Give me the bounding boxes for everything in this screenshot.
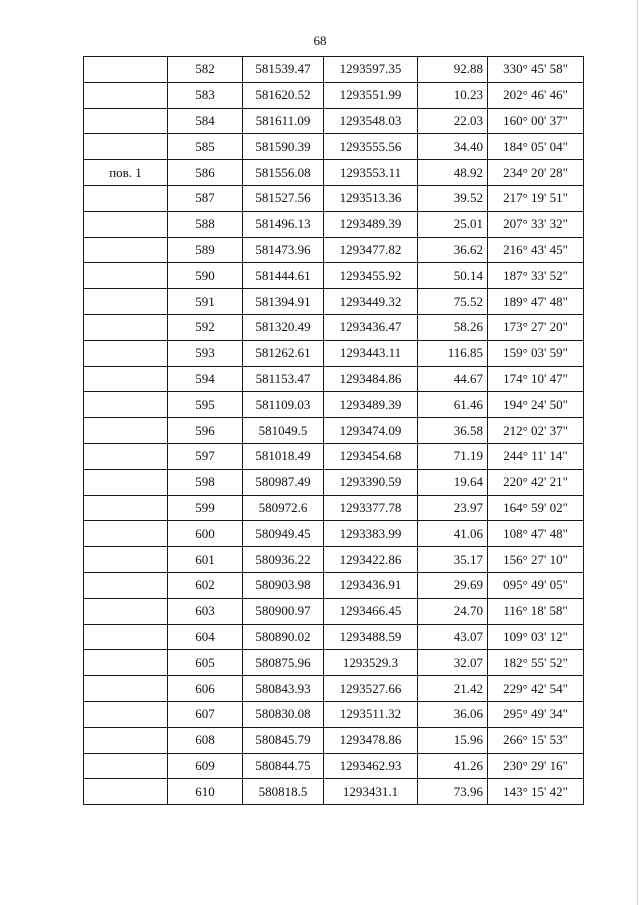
bearing-cell: 173° 27' 20" bbox=[488, 314, 584, 340]
distance-cell: 32.07 bbox=[418, 650, 488, 676]
bearing-cell: 189° 47' 48" bbox=[488, 289, 584, 315]
point-number-cell: 595 bbox=[168, 392, 243, 418]
y-coordinate-cell: 1293555.56 bbox=[324, 134, 418, 160]
x-coordinate-cell: 581527.56 bbox=[243, 185, 324, 211]
table-row bbox=[84, 392, 584, 418]
point-number-cell: 589 bbox=[168, 237, 243, 263]
y-coordinate-cell: 1293597.35 bbox=[324, 57, 418, 83]
point-group-cell bbox=[84, 469, 168, 495]
point-number-cell: 603 bbox=[168, 598, 243, 624]
x-coordinate-cell: 580830.08 bbox=[243, 701, 324, 727]
bearing-cell: 230° 29' 16" bbox=[488, 753, 584, 779]
y-coordinate-cell: 1293443.11 bbox=[324, 340, 418, 366]
distance-cell: 41.26 bbox=[418, 753, 488, 779]
x-coordinate-cell: 581444.61 bbox=[243, 263, 324, 289]
point-group-cell bbox=[84, 340, 168, 366]
x-coordinate-cell: 581539.47 bbox=[243, 57, 324, 83]
point-group-cell bbox=[84, 392, 168, 418]
bearing-cell: 194° 24' 50" bbox=[488, 392, 584, 418]
distance-cell: 34.40 bbox=[418, 134, 488, 160]
distance-cell: 43.07 bbox=[418, 624, 488, 650]
x-coordinate-cell: 581556.08 bbox=[243, 160, 324, 186]
bearing-cell: 207° 33' 32" bbox=[488, 211, 584, 237]
point-number-cell: 588 bbox=[168, 211, 243, 237]
point-group-cell bbox=[84, 366, 168, 392]
point-group-cell: пов. 1 bbox=[84, 160, 168, 186]
distance-cell: 23.97 bbox=[418, 495, 488, 521]
x-coordinate-cell: 581620.52 bbox=[243, 82, 324, 108]
point-number-cell: 597 bbox=[168, 443, 243, 469]
point-number-cell: 582 bbox=[168, 57, 243, 83]
x-coordinate-cell: 580843.93 bbox=[243, 676, 324, 702]
bearing-cell: 095° 49' 05" bbox=[488, 572, 584, 598]
distance-cell: 21.42 bbox=[418, 676, 488, 702]
table-row bbox=[84, 701, 584, 727]
y-coordinate-cell: 1293489.39 bbox=[324, 211, 418, 237]
bearing-cell: 156° 27' 10" bbox=[488, 547, 584, 573]
table-row bbox=[84, 340, 584, 366]
x-coordinate-cell: 580972.6 bbox=[243, 495, 324, 521]
table-row bbox=[84, 469, 584, 495]
point-group-cell bbox=[84, 443, 168, 469]
x-coordinate-cell: 580900.97 bbox=[243, 598, 324, 624]
x-coordinate-cell: 580987.49 bbox=[243, 469, 324, 495]
table-row bbox=[84, 237, 584, 263]
distance-cell: 41.06 bbox=[418, 521, 488, 547]
point-number-cell: 587 bbox=[168, 185, 243, 211]
table-row bbox=[84, 160, 584, 186]
table-row bbox=[84, 650, 584, 676]
point-group-cell bbox=[84, 418, 168, 444]
y-coordinate-cell: 1293390.59 bbox=[324, 469, 418, 495]
distance-cell: 39.52 bbox=[418, 185, 488, 211]
table-row bbox=[84, 57, 584, 83]
table-row bbox=[84, 521, 584, 547]
distance-cell: 50.14 bbox=[418, 263, 488, 289]
point-number-cell: 584 bbox=[168, 108, 243, 134]
bearing-cell: 116° 18' 58" bbox=[488, 598, 584, 624]
bearing-cell: 229° 42' 54" bbox=[488, 676, 584, 702]
point-group-cell bbox=[84, 211, 168, 237]
x-coordinate-cell: 581320.49 bbox=[243, 314, 324, 340]
point-number-cell: 594 bbox=[168, 366, 243, 392]
y-coordinate-cell: 1293462.93 bbox=[324, 753, 418, 779]
y-coordinate-cell: 1293377.78 bbox=[324, 495, 418, 521]
x-coordinate-cell: 581018.49 bbox=[243, 443, 324, 469]
point-group-cell bbox=[84, 701, 168, 727]
bearing-cell: 212° 02' 37" bbox=[488, 418, 584, 444]
bearing-cell: 108° 47' 48" bbox=[488, 521, 584, 547]
y-coordinate-cell: 1293529.3 bbox=[324, 650, 418, 676]
y-coordinate-cell: 1293488.59 bbox=[324, 624, 418, 650]
table-row bbox=[84, 366, 584, 392]
bearing-cell: 234° 20' 28" bbox=[488, 160, 584, 186]
table-row bbox=[84, 727, 584, 753]
table-row bbox=[84, 82, 584, 108]
bearing-cell: 216° 43' 45" bbox=[488, 237, 584, 263]
x-coordinate-cell: 580844.75 bbox=[243, 753, 324, 779]
point-group-cell bbox=[84, 572, 168, 598]
y-coordinate-cell: 1293511.32 bbox=[324, 701, 418, 727]
y-coordinate-cell: 1293454.68 bbox=[324, 443, 418, 469]
point-number-cell: 604 bbox=[168, 624, 243, 650]
bearing-cell: 160° 00' 37" bbox=[488, 108, 584, 134]
x-coordinate-cell: 581049.5 bbox=[243, 418, 324, 444]
distance-cell: 22.03 bbox=[418, 108, 488, 134]
y-coordinate-cell: 1293383.99 bbox=[324, 521, 418, 547]
y-coordinate-cell: 1293513.36 bbox=[324, 185, 418, 211]
x-coordinate-cell: 580818.5 bbox=[243, 779, 324, 805]
table-row bbox=[84, 418, 584, 444]
point-group-cell bbox=[84, 134, 168, 160]
table-row bbox=[84, 443, 584, 469]
point-group-cell bbox=[84, 676, 168, 702]
y-coordinate-cell: 1293449.32 bbox=[324, 289, 418, 315]
point-group-cell bbox=[84, 495, 168, 521]
table-row bbox=[84, 624, 584, 650]
bearing-cell: 182° 55' 52" bbox=[488, 650, 584, 676]
table-row bbox=[84, 185, 584, 211]
point-number-cell: 607 bbox=[168, 701, 243, 727]
x-coordinate-cell: 581153.47 bbox=[243, 366, 324, 392]
bearing-cell: 184° 05' 04" bbox=[488, 134, 584, 160]
y-coordinate-cell: 1293553.11 bbox=[324, 160, 418, 186]
point-group-cell bbox=[84, 289, 168, 315]
point-group-cell bbox=[84, 82, 168, 108]
point-number-cell: 601 bbox=[168, 547, 243, 573]
distance-cell: 25.01 bbox=[418, 211, 488, 237]
point-group-cell bbox=[84, 263, 168, 289]
point-group-cell bbox=[84, 624, 168, 650]
distance-cell: 24.70 bbox=[418, 598, 488, 624]
point-number-cell: 590 bbox=[168, 263, 243, 289]
x-coordinate-cell: 580903.98 bbox=[243, 572, 324, 598]
y-coordinate-cell: 1293455.92 bbox=[324, 263, 418, 289]
table-row bbox=[84, 547, 584, 573]
table-row bbox=[84, 314, 584, 340]
point-group-cell bbox=[84, 650, 168, 676]
distance-cell: 44.67 bbox=[418, 366, 488, 392]
x-coordinate-cell: 580936.22 bbox=[243, 547, 324, 573]
point-group-cell bbox=[84, 727, 168, 753]
bearing-cell: 174° 10' 47" bbox=[488, 366, 584, 392]
bearing-cell: 164° 59' 02" bbox=[488, 495, 584, 521]
y-coordinate-cell: 1293484.86 bbox=[324, 366, 418, 392]
distance-cell: 36.06 bbox=[418, 701, 488, 727]
table-row bbox=[84, 495, 584, 521]
point-group-cell bbox=[84, 185, 168, 211]
point-number-cell: 592 bbox=[168, 314, 243, 340]
x-coordinate-cell: 581262.61 bbox=[243, 340, 324, 366]
y-coordinate-cell: 1293477.82 bbox=[324, 237, 418, 263]
y-coordinate-cell: 1293489.39 bbox=[324, 392, 418, 418]
y-coordinate-cell: 1293436.91 bbox=[324, 572, 418, 598]
point-number-cell: 606 bbox=[168, 676, 243, 702]
distance-cell: 36.62 bbox=[418, 237, 488, 263]
point-number-cell: 596 bbox=[168, 418, 243, 444]
x-coordinate-cell: 581109.03 bbox=[243, 392, 324, 418]
distance-cell: 10.23 bbox=[418, 82, 488, 108]
table-row bbox=[84, 572, 584, 598]
bearing-cell: 244° 11' 14" bbox=[488, 443, 584, 469]
point-group-cell bbox=[84, 753, 168, 779]
y-coordinate-cell: 1293548.03 bbox=[324, 108, 418, 134]
bearing-cell: 295° 49' 34" bbox=[488, 701, 584, 727]
table-row bbox=[84, 263, 584, 289]
table-row bbox=[84, 779, 584, 805]
table-row bbox=[84, 753, 584, 779]
point-number-cell: 609 bbox=[168, 753, 243, 779]
point-group-cell bbox=[84, 108, 168, 134]
x-coordinate-cell: 580845.79 bbox=[243, 727, 324, 753]
distance-cell: 58.26 bbox=[418, 314, 488, 340]
point-group-cell bbox=[84, 57, 168, 83]
coordinates-table bbox=[83, 56, 584, 805]
point-group-cell bbox=[84, 237, 168, 263]
table-row bbox=[84, 676, 584, 702]
distance-cell: 29.69 bbox=[418, 572, 488, 598]
distance-cell: 36.58 bbox=[418, 418, 488, 444]
y-coordinate-cell: 1293551.99 bbox=[324, 82, 418, 108]
y-coordinate-cell: 1293474.09 bbox=[324, 418, 418, 444]
point-number-cell: 600 bbox=[168, 521, 243, 547]
point-number-cell: 593 bbox=[168, 340, 243, 366]
x-coordinate-cell: 581611.09 bbox=[243, 108, 324, 134]
point-number-cell: 599 bbox=[168, 495, 243, 521]
y-coordinate-cell: 1293431.1 bbox=[324, 779, 418, 805]
point-group-cell bbox=[84, 598, 168, 624]
point-number-cell: 610 bbox=[168, 779, 243, 805]
bearing-cell: 217° 19' 51" bbox=[488, 185, 584, 211]
distance-cell: 73.96 bbox=[418, 779, 488, 805]
y-coordinate-cell: 1293527.66 bbox=[324, 676, 418, 702]
page-edge-line bbox=[637, 0, 638, 905]
distance-cell: 15.96 bbox=[418, 727, 488, 753]
x-coordinate-cell: 580890.02 bbox=[243, 624, 324, 650]
point-number-cell: 598 bbox=[168, 469, 243, 495]
point-group-cell bbox=[84, 779, 168, 805]
bearing-cell: 109° 03' 12" bbox=[488, 624, 584, 650]
point-group-cell bbox=[84, 547, 168, 573]
coordinates-table-body bbox=[84, 57, 584, 805]
x-coordinate-cell: 580875.96 bbox=[243, 650, 324, 676]
distance-cell: 116.85 bbox=[418, 340, 488, 366]
y-coordinate-cell: 1293422.86 bbox=[324, 547, 418, 573]
x-coordinate-cell: 581590.39 bbox=[243, 134, 324, 160]
bearing-cell: 159° 03' 59" bbox=[488, 340, 584, 366]
point-number-cell: 585 bbox=[168, 134, 243, 160]
x-coordinate-cell: 581394.91 bbox=[243, 289, 324, 315]
table-row bbox=[84, 289, 584, 315]
bearing-cell: 220° 42' 21" bbox=[488, 469, 584, 495]
point-group-cell bbox=[84, 521, 168, 547]
point-number-cell: 608 bbox=[168, 727, 243, 753]
distance-cell: 92.88 bbox=[418, 57, 488, 83]
bearing-cell: 266° 15' 53" bbox=[488, 727, 584, 753]
distance-cell: 35.17 bbox=[418, 547, 488, 573]
x-coordinate-cell: 581496.13 bbox=[243, 211, 324, 237]
table-row bbox=[84, 134, 584, 160]
point-number-cell: 602 bbox=[168, 572, 243, 598]
distance-cell: 75.52 bbox=[418, 289, 488, 315]
distance-cell: 61.46 bbox=[418, 392, 488, 418]
bearing-cell: 187° 33' 52" bbox=[488, 263, 584, 289]
bearing-cell: 143° 15' 42" bbox=[488, 779, 584, 805]
distance-cell: 48.92 bbox=[418, 160, 488, 186]
distance-cell: 19.64 bbox=[418, 469, 488, 495]
x-coordinate-cell: 581473.96 bbox=[243, 237, 324, 263]
x-coordinate-cell: 580949.45 bbox=[243, 521, 324, 547]
point-number-cell: 583 bbox=[168, 82, 243, 108]
bearing-cell: 330° 45' 58" bbox=[488, 57, 584, 83]
y-coordinate-cell: 1293436.47 bbox=[324, 314, 418, 340]
page-number: 68 bbox=[313, 33, 327, 48]
point-number-cell: 586 bbox=[168, 160, 243, 186]
table-row bbox=[84, 598, 584, 624]
point-number-cell: 605 bbox=[168, 650, 243, 676]
y-coordinate-cell: 1293466.45 bbox=[324, 598, 418, 624]
table-row bbox=[84, 211, 584, 237]
point-group-cell bbox=[84, 314, 168, 340]
bearing-cell: 202° 46' 46" bbox=[488, 82, 584, 108]
point-number-cell: 591 bbox=[168, 289, 243, 315]
distance-cell: 71.19 bbox=[418, 443, 488, 469]
table-row bbox=[84, 108, 584, 134]
y-coordinate-cell: 1293478.86 bbox=[324, 727, 418, 753]
